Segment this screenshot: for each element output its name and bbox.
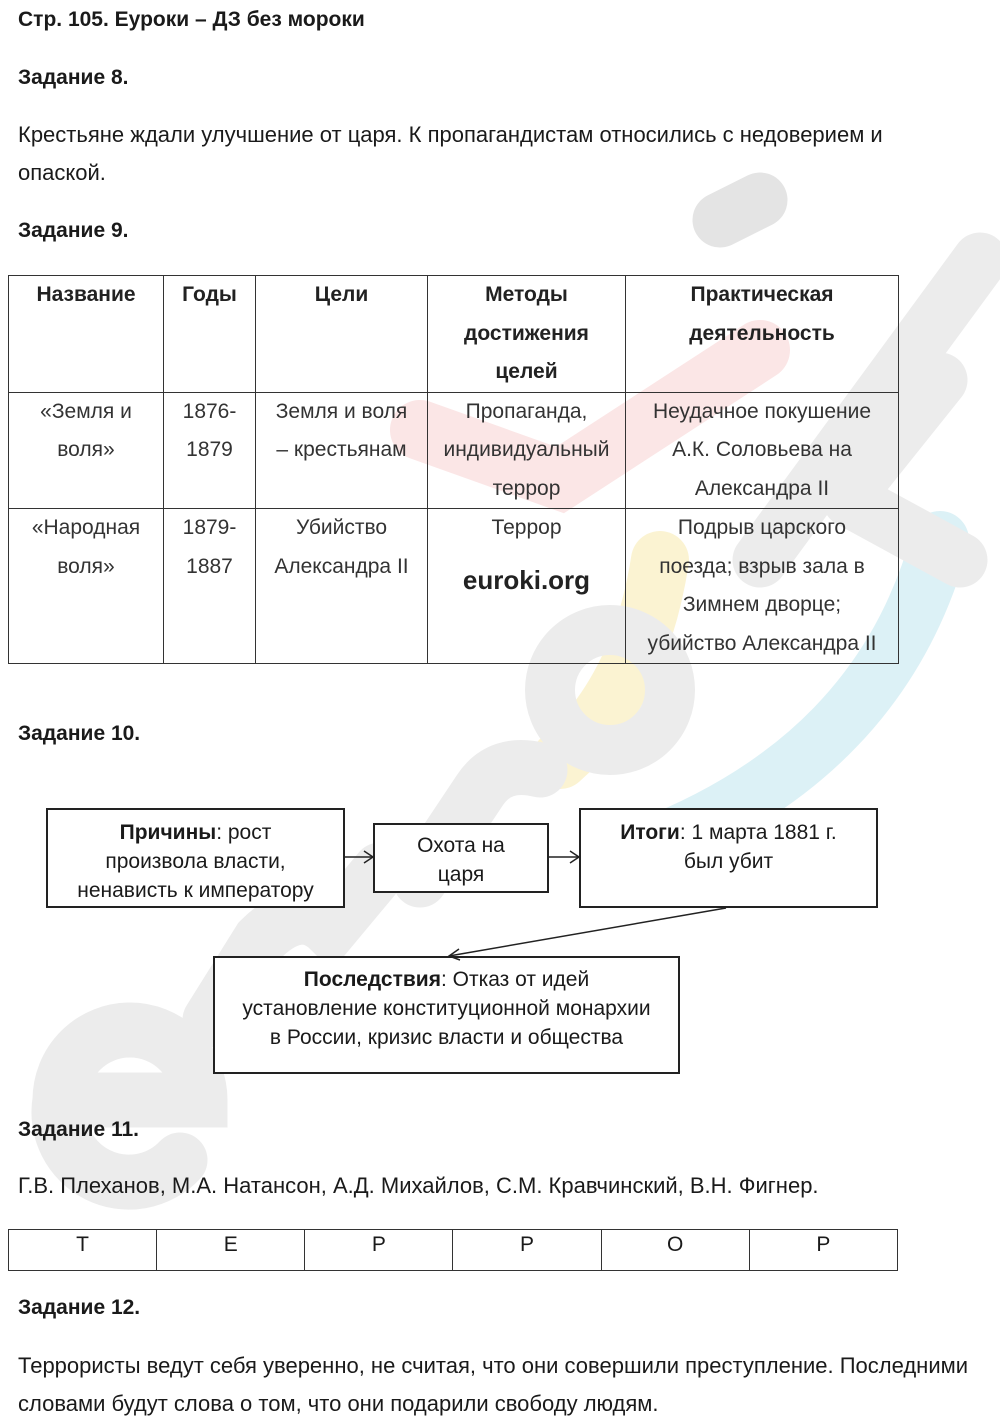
letter-cell: Р <box>749 1230 897 1271</box>
letters-row <box>9 1230 898 1271</box>
header-cell-goals: Цели <box>256 276 428 393</box>
task11-names: Г.В. Плеханов, М.А. Натансон, А.Д. Михайлов, С.М. Кравчинский, В.Н. Фигнер. <box>18 1173 819 1198</box>
letter-cell: Р <box>453 1230 601 1271</box>
task12-text <box>18 1347 968 1423</box>
task9-title: Задание 9. <box>18 219 129 242</box>
cell-goals: Убийство Александра II <box>256 509 428 664</box>
task12-line-2: словами будут слова о том, что они подарили свободу людям. <box>18 1391 659 1416</box>
results-box <box>579 808 878 908</box>
watermark-letter-i <box>720 200 760 220</box>
watermark-letter-e <box>59 1030 200 1182</box>
task8-line-1: Крестьяне ждали улучшение от царя. К пропагандистам относились с недоверием и <box>18 122 883 147</box>
header-cell-years: Годы <box>164 276 256 393</box>
header-cell-activity: Практическая деятельность <box>626 276 899 393</box>
task10-title: Задание 10. <box>18 722 141 745</box>
causes-line-3: ненависть к императору <box>77 879 314 902</box>
hunt-box <box>373 823 549 893</box>
letter-cell: Е <box>157 1230 305 1271</box>
header-cell-methods: Методы достижения целей <box>428 276 626 393</box>
consequences-box <box>213 956 680 1074</box>
site-label: euroki.org <box>462 564 591 595</box>
table-row <box>9 509 899 664</box>
consequences-line-2: установление конституционной монархии <box>242 997 651 1020</box>
letter-cell: О <box>601 1230 749 1271</box>
letter-cell: Т <box>9 1230 157 1271</box>
causes-label: Причины <box>119 821 217 844</box>
cell-years: 1876- 1879 <box>164 392 256 509</box>
task8-line-2: опаской. <box>18 160 106 185</box>
cell-methods: Террор euroki.org <box>428 509 626 664</box>
letter-cell: Р <box>305 1230 453 1271</box>
results-text: : 1 марта 1881 г. <box>679 821 837 844</box>
causes-text: : рост <box>216 821 272 844</box>
hunt-line-1: Охота на <box>417 834 505 857</box>
results-label: Итоги <box>620 821 680 844</box>
cell-years: 1879- 1887 <box>164 509 256 664</box>
consequences-line-3: в России, кризис власти и общества <box>269 1026 624 1049</box>
cell-name: «Земля и воля» <box>9 392 164 509</box>
consequences-text: : Отказ от идей <box>440 968 590 991</box>
arrow-results-to-consequences <box>449 908 726 956</box>
hunt-line-2: царя <box>437 863 485 886</box>
page-header: Стр. 105. Еуроки – ДЗ без мороки <box>18 8 365 31</box>
table-row <box>9 392 899 509</box>
task11-title: Задание 11. <box>18 1118 139 1141</box>
cell-methods: Пропаганда, индивидуальный террор <box>428 392 626 509</box>
arrowhead-2 <box>570 851 579 863</box>
table-header-row <box>9 276 899 393</box>
cell-goals: Земля и воля – крестьянам <box>256 392 428 509</box>
cell-activity: Подрыв царского поезда; взрыв зала в Зимнем дворце; убийство Александра II <box>626 509 899 664</box>
terror-letters-table <box>8 1229 898 1271</box>
task8-text <box>18 116 883 192</box>
arrowhead-1 <box>364 851 373 863</box>
causes-box <box>46 808 345 908</box>
consequences-label: Последствия <box>303 968 441 991</box>
cell-activity: Неудачное покушение А.К. Соловьева на Александра II <box>626 392 899 509</box>
task12-title: Задание 12. <box>18 1296 141 1319</box>
task8-title: Задание 8. <box>18 66 129 89</box>
task12-line-1: Террористы ведут себя уверенно, не считая, что они совершили преступление. Последними <box>18 1353 969 1378</box>
header-cell-name: Название <box>9 276 164 393</box>
cell-name: «Народная воля» <box>9 509 164 664</box>
causes-line-2: произвола власти, <box>105 850 286 873</box>
results-line-2: был убит <box>683 850 774 873</box>
task9-table <box>8 275 899 664</box>
